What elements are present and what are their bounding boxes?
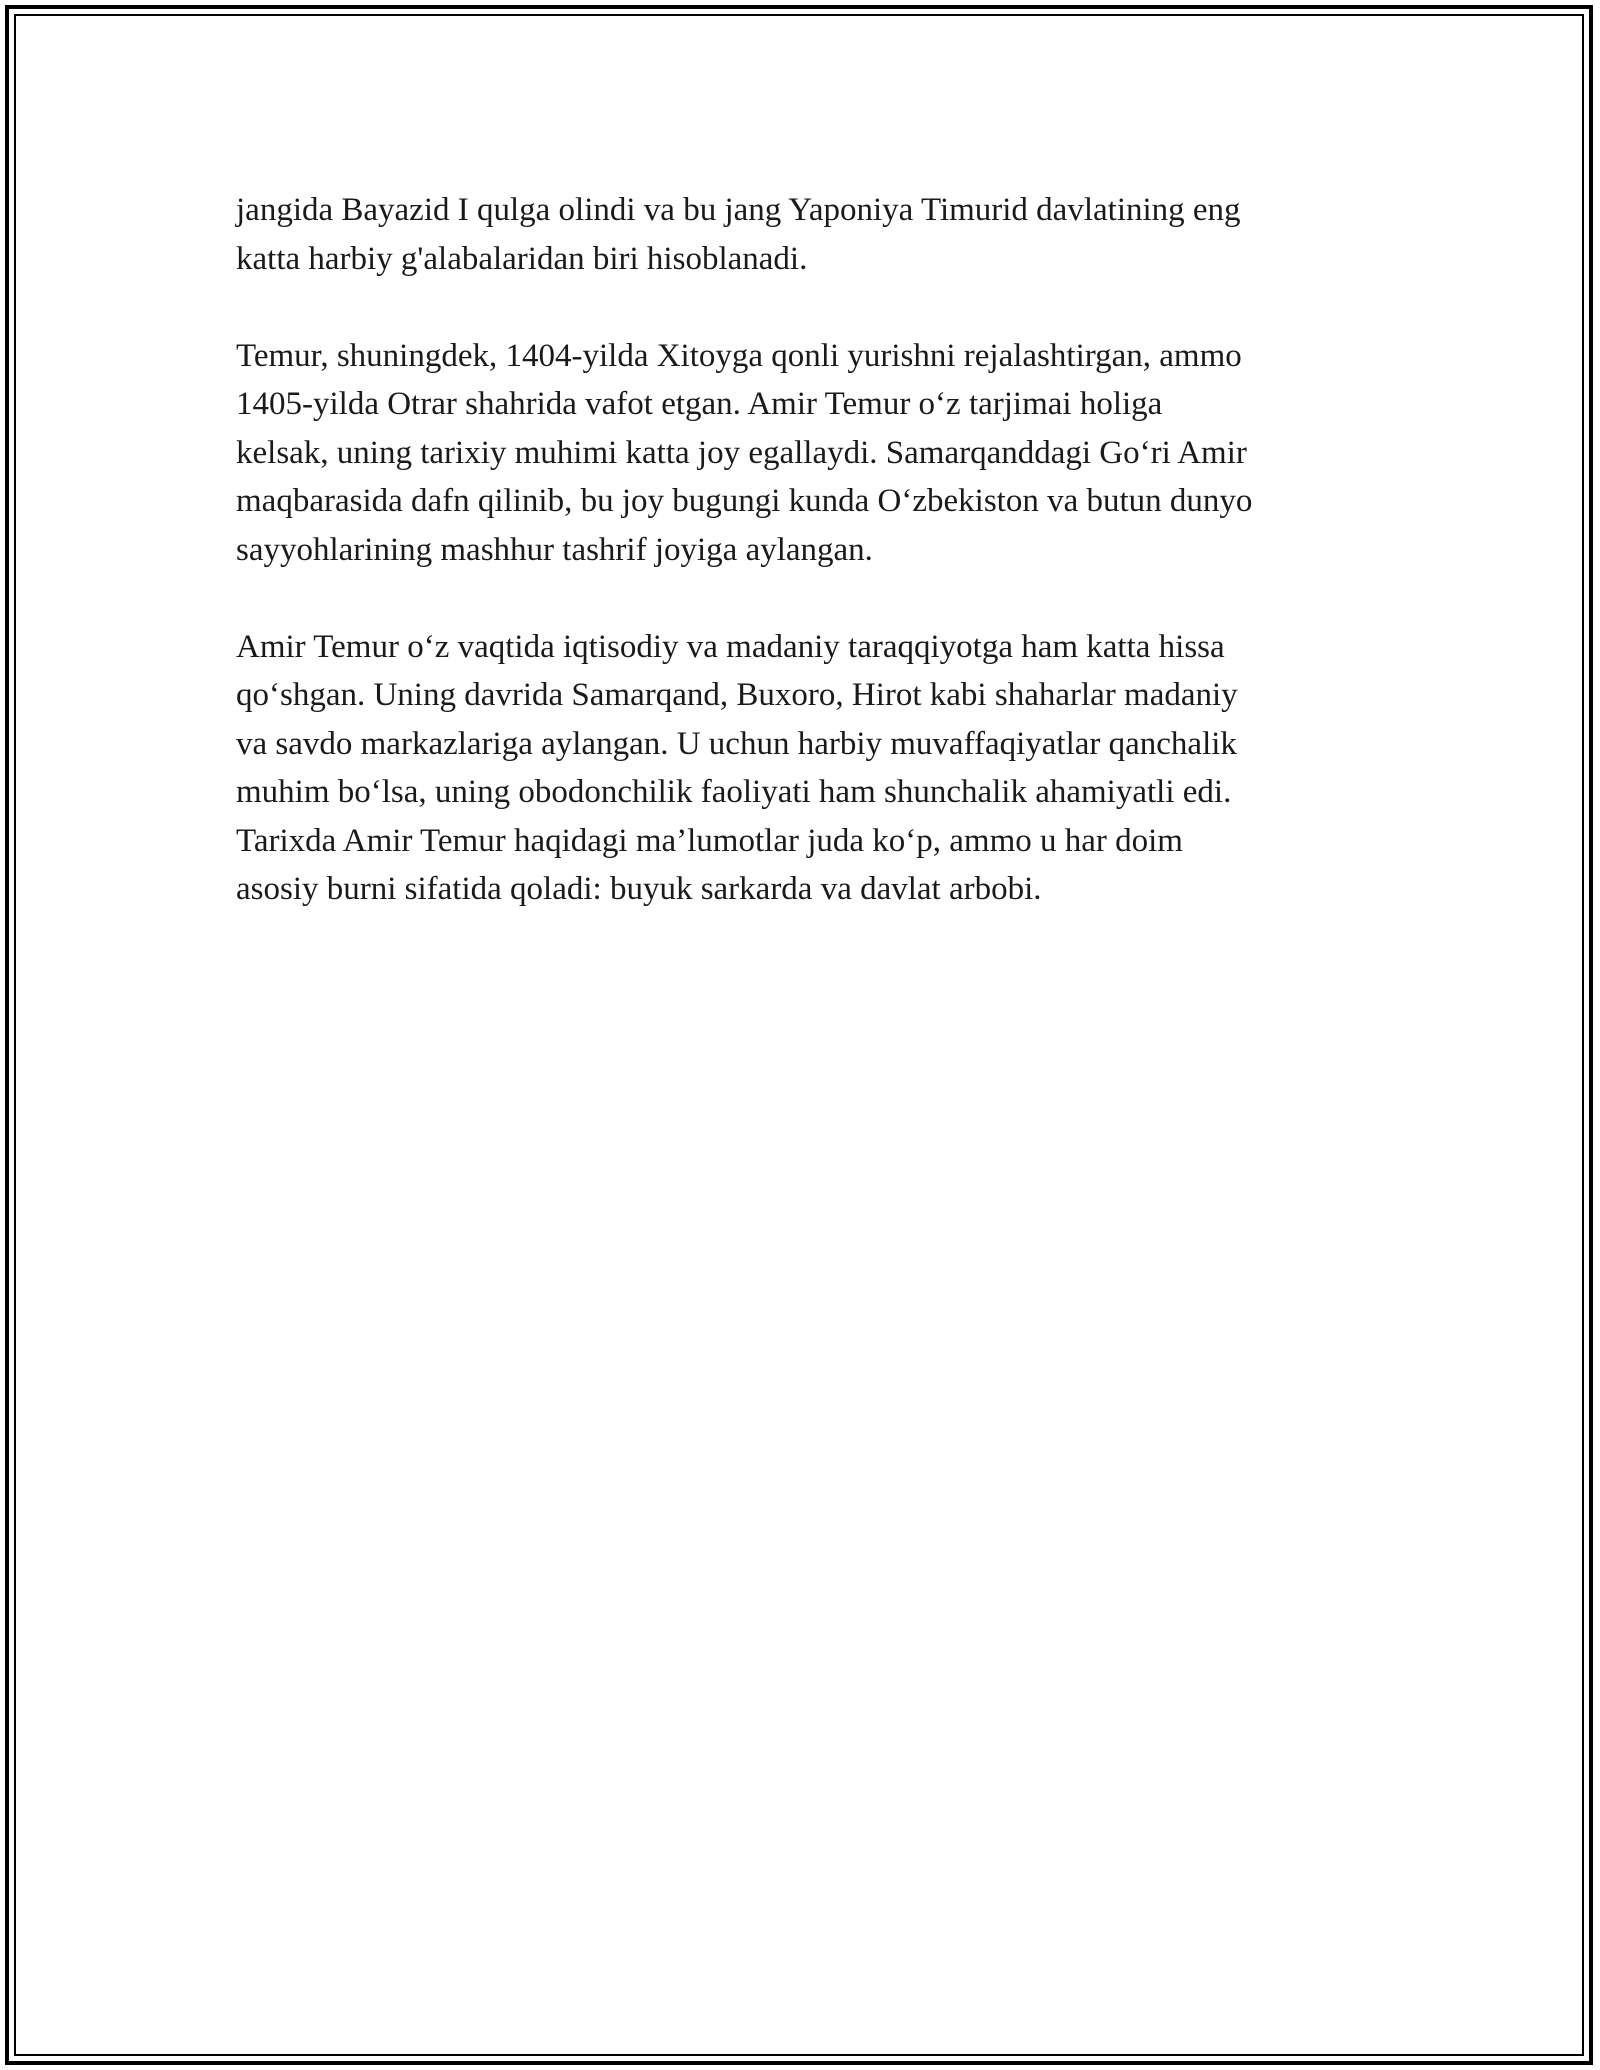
paragraph-1: jangida Bayazid I qulga olindi va bu jang Yaponiya Timurid davlatining eng katta harbiy g'alabalaridan biri hisoblanadi. — [236, 192, 1241, 277]
paragraph-2: Temur, shuningdek, 1404-yilda Xitoyga qonli yurishni rejalashtirgan, ammo 1405-yilda Otrar shahrida vafot etgan. Amir Temur o‘z tarjimai holiga kelsak, uning tarixiy muhimi katta joy egallaydi. Samarqanddagi Go‘ri Amir maqbarasida dafn qilinib, bu joy bugungi kunda O‘zbekiston va butun dunyo sayyohlarining mashhur tashrif joyiga aylangan. — [236, 337, 1253, 568]
paragraph-3: Amir Temur o‘z vaqtida iqtisodiy va madaniy taraqqiyotga ham katta hissa qo‘shgan. Uning davrida Samarqand, Buxoro, Hirot kabi shaharlar madaniy va savdo markazlariga aylangan. U uchun harbiy muvaffaqiyatlar qanchalik muhim bo‘lsa, uning obodonchilik faoliyati ham shunchalik ahamiyatli edi. Tarixda Amir Temur haqidagi ma’lumotlar juda ko‘p, ammo u har doim asosiy burni sifatida qoladi: buyuk sarkarda va davlat arbobi. — [236, 628, 1238, 907]
document-body — [236, 186, 1376, 962]
